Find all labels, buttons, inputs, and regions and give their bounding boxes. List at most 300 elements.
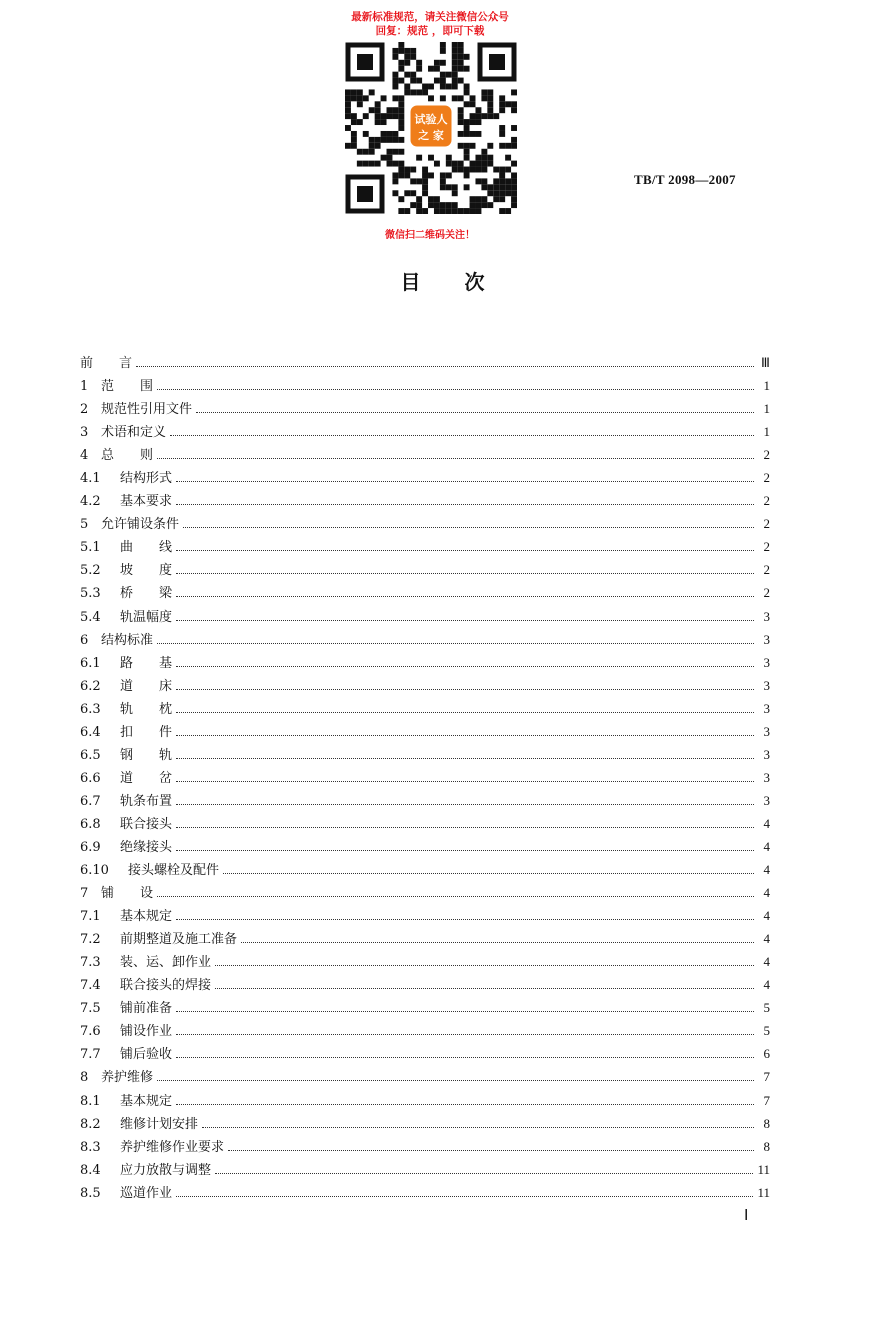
qr-module: [464, 155, 470, 161]
toc-leader-dots: [241, 942, 754, 943]
toc-entry-page: 2: [763, 516, 770, 532]
qr-module: [351, 89, 357, 95]
toc-leader-dots: [170, 435, 754, 436]
qr-module: [446, 208, 452, 214]
qr-module: [404, 48, 410, 54]
qr-module: [511, 190, 517, 196]
toc-entry-page: 6: [763, 1046, 770, 1062]
toc-entry-number: 6.4: [80, 724, 101, 740]
toc-leader-dots: [215, 1173, 753, 1174]
qr-module: [345, 113, 351, 119]
qr-module: [410, 89, 416, 95]
toc-entry-page: 5: [763, 1023, 770, 1039]
toc-entry-page: 3: [763, 677, 770, 693]
toc-entry-page: 4: [763, 908, 770, 924]
toc-entry-label: 总 则: [101, 448, 154, 464]
qr-module: [475, 155, 481, 161]
toc-entry[interactable]: [80, 443, 770, 466]
qr-module: [499, 208, 505, 214]
qr-module: [499, 190, 505, 196]
qr-module: [398, 149, 404, 155]
qr-module: [392, 95, 398, 101]
toc-leader-dots: [176, 573, 754, 574]
toc-entry[interactable]: [80, 766, 770, 789]
qr-module: [511, 161, 517, 167]
qr-module: [440, 72, 446, 78]
toc-entry-label: 基本规定: [120, 909, 173, 925]
qr-module: [475, 119, 481, 125]
toc-leader-dots: [176, 1196, 753, 1197]
qr-module: [475, 208, 481, 214]
qr-module: [458, 42, 464, 48]
qr-module: [434, 161, 440, 167]
qr-module: [416, 196, 422, 202]
qr-module: [505, 155, 511, 161]
qr-module: [398, 60, 404, 66]
qr-module: [493, 196, 499, 202]
toc-entry[interactable]: [80, 489, 770, 512]
qr-module: [505, 190, 511, 196]
toc-entry[interactable]: [80, 789, 770, 812]
qr-module: [481, 167, 487, 173]
qr-module: [398, 101, 404, 107]
toc-entry-page: 3: [763, 700, 770, 716]
toc-entry-number: 1: [80, 379, 89, 395]
qr-module: [422, 190, 428, 196]
toc-entry-page: 11: [757, 1184, 770, 1200]
toc-entry[interactable]: [80, 351, 770, 374]
qr-module: [369, 89, 375, 95]
qr-module: [404, 72, 410, 78]
qr-module: [440, 178, 446, 184]
toc-entry-label: 允许铺设条件: [101, 517, 180, 533]
qr-module: [392, 48, 398, 54]
qr-module: [416, 208, 422, 214]
qr-module: [499, 95, 505, 101]
qr-module: [392, 131, 398, 137]
toc-leader-dots: [176, 666, 754, 667]
qr-module: [481, 155, 487, 161]
qr-module: [499, 172, 505, 178]
toc-leader-dots: [176, 596, 754, 597]
qr-module: [357, 149, 363, 155]
toc-leader-dots: [176, 689, 754, 690]
qr-module: [499, 143, 505, 149]
qr-module: [452, 190, 458, 196]
toc-entry[interactable]: [80, 927, 770, 950]
qr-module: [458, 113, 464, 119]
toc-entry-number: 6.3: [80, 701, 101, 717]
qr-module: [511, 196, 517, 202]
qr-module: [481, 95, 487, 101]
qr-module: [440, 184, 446, 190]
qr-module: [470, 167, 476, 173]
toc-entry-page: 8: [763, 1115, 770, 1131]
toc-leader-dots: [176, 850, 754, 851]
qr-module: [381, 119, 387, 125]
qr-module: [387, 161, 393, 167]
toc-leader-dots: [157, 1080, 754, 1081]
page-number: Ⅰ: [744, 1208, 749, 1224]
qr-module: [416, 60, 422, 66]
toc-entry-page: 3: [763, 608, 770, 624]
toc-entry[interactable]: [80, 1181, 770, 1204]
qr-module: [464, 143, 470, 149]
toc-entry[interactable]: [80, 881, 770, 904]
qr-module: [375, 119, 381, 125]
qr-module: [464, 172, 470, 178]
qr-module: [446, 84, 452, 90]
qr-module: [458, 48, 464, 54]
qr-module: [398, 48, 404, 54]
qr-module: [434, 60, 440, 66]
qr-module: [493, 178, 499, 184]
qr-module: [499, 125, 505, 131]
qr-module: [487, 107, 493, 113]
qr-module: [369, 137, 375, 143]
toc-leader-dots: [176, 827, 754, 828]
toc-entry-number: 4.2: [80, 494, 101, 510]
toc-entry-label: 铺设作业: [120, 1024, 173, 1040]
qr-module: [381, 137, 387, 143]
qr-module: [369, 149, 375, 155]
toc-leader-dots: [176, 712, 754, 713]
toc-entry-number: 7.6: [80, 1024, 101, 1040]
qr-module: [446, 155, 452, 161]
qr-module: [398, 66, 404, 72]
toc-entry[interactable]: [80, 1135, 770, 1158]
toc-leader-dots: [176, 504, 754, 505]
toc-entry[interactable]: [80, 374, 770, 397]
qr-module: [392, 178, 398, 184]
qr-module: [440, 172, 446, 178]
promo-banner: [330, 10, 530, 38]
toc-entry[interactable]: [80, 651, 770, 674]
qr-module: [446, 184, 452, 190]
qr-module: [446, 172, 452, 178]
qr-module: [464, 66, 470, 72]
qr-module: [404, 84, 410, 90]
toc-entry-number: 6.2: [80, 678, 101, 694]
toc-entry-label: 基本规定: [120, 1093, 173, 1109]
toc-entry-page: 1: [763, 424, 770, 440]
toc-entry-number: 5: [80, 517, 89, 533]
toc-entry-number: 6.5: [80, 747, 101, 763]
qr-module: [487, 143, 493, 149]
qr-module: [398, 42, 404, 48]
qr-module: [464, 89, 470, 95]
toc-entry[interactable]: [80, 674, 770, 697]
qr-module: [464, 149, 470, 155]
qr-module: [464, 119, 470, 125]
toc-leader-dots: [176, 550, 754, 551]
qr-module: [487, 101, 493, 107]
toc-entry[interactable]: [80, 812, 770, 835]
toc-entry[interactable]: [80, 581, 770, 604]
toc-entry[interactable]: [80, 950, 770, 973]
toc-entry-label: 养护维修作业要求: [120, 1139, 225, 1155]
toc-entry[interactable]: [80, 697, 770, 720]
qr-module: [387, 137, 393, 143]
toc-leader-dots: [176, 481, 754, 482]
qr-module: [458, 54, 464, 60]
qr-module: [487, 155, 493, 161]
qr-module: [410, 48, 416, 54]
qr-module: [505, 167, 511, 173]
toc-entry-number: 4.1: [80, 471, 101, 487]
toc-leader-dots: [176, 919, 754, 920]
toc-entry-label: 装、运、卸作业: [120, 955, 212, 971]
qr-logo-text-1: 试验人: [414, 113, 448, 126]
qr-module: [375, 137, 381, 143]
qr-module: [511, 107, 517, 113]
qr-module: [410, 202, 416, 208]
toc-entry-page: 2: [763, 585, 770, 601]
toc-entry-label: 铺后验收: [120, 1047, 173, 1063]
toc-entry-number: 6.8: [80, 816, 101, 832]
qr-module: [481, 161, 487, 167]
qr-module: [416, 202, 422, 208]
toc-entry[interactable]: [80, 1089, 770, 1112]
qr-module: [363, 161, 369, 167]
qr-module: [351, 95, 357, 101]
qr-module: [470, 101, 476, 107]
qr-module: [452, 48, 458, 54]
qr-module: [458, 208, 464, 214]
qr-module: [499, 131, 505, 137]
qr-module: [434, 202, 440, 208]
toc-entry-page: 4: [763, 977, 770, 993]
qr-module: [392, 149, 398, 155]
scan-caption: 微信扫二维码关注！: [385, 230, 475, 241]
toc-entry-number: 7.5: [80, 1001, 101, 1017]
toc-entry-page: 1: [763, 401, 770, 417]
toc-entry-label: 联合接头: [120, 816, 173, 832]
qr-module: [511, 89, 517, 95]
qr-module: [499, 101, 505, 107]
document-number: TB/T 2098—2007: [634, 172, 736, 187]
qr-module: [404, 167, 410, 173]
toc-leader-dots: [176, 781, 754, 782]
qr-module: [440, 42, 446, 48]
qr-module: [511, 101, 517, 107]
qr-module: [487, 113, 493, 119]
qr-module: [392, 78, 398, 84]
toc-entry[interactable]: [80, 1158, 770, 1181]
toc-leader-dots: [196, 412, 754, 413]
toc-entry-label: 养护维修: [101, 1070, 154, 1086]
table-of-contents: [80, 351, 770, 1204]
toc-entry-number: 7.7: [80, 1047, 101, 1063]
qr-module: [398, 172, 404, 178]
toc-entry-number: 8.1: [80, 1093, 101, 1109]
toc-leader-dots: [176, 620, 754, 621]
qr-module: [464, 208, 470, 214]
qr-module: [464, 84, 470, 90]
toc-entry-label: 范 围: [101, 379, 154, 395]
qr-module: [375, 107, 381, 113]
toc-leader-dots: [176, 1011, 754, 1012]
qr-module: [458, 66, 464, 72]
toc-entry-number: 7: [80, 886, 89, 902]
toc-entry-number: 5.4: [80, 609, 101, 625]
qr-module: [505, 101, 511, 107]
toc-entry-number: 8.5: [80, 1185, 101, 1201]
toc-entry[interactable]: [80, 512, 770, 535]
qr-module: [357, 161, 363, 167]
qr-module: [416, 155, 422, 161]
qr-module: [375, 161, 381, 167]
toc-leader-dots: [136, 366, 754, 367]
toc-entry-label: 道 岔: [120, 770, 173, 786]
qr-module: [387, 113, 393, 119]
qr-logo-text-2: 之 家: [418, 129, 444, 142]
qr-module: [392, 172, 398, 178]
toc-entry[interactable]: [80, 996, 770, 1019]
qr-module: [475, 202, 481, 208]
toc-leader-dots: [157, 643, 754, 644]
toc-entry[interactable]: [80, 605, 770, 628]
toc-entry-label: 基本要求: [120, 494, 173, 510]
qr-module: [392, 84, 398, 90]
qr-module: [410, 178, 416, 184]
qr-module: [398, 137, 404, 143]
qr-module: [428, 95, 434, 101]
qr-module: [475, 131, 481, 137]
qr-module: [464, 131, 470, 137]
toc-entry-number: 6.10: [80, 863, 109, 879]
toc-entry[interactable]: [80, 1019, 770, 1042]
toc-entry-label: 术语和定义: [101, 425, 167, 441]
toc-entry[interactable]: [80, 1112, 770, 1135]
qr-module: [440, 95, 446, 101]
qr-module: [440, 78, 446, 84]
toc-entry-page: 2: [763, 470, 770, 486]
toc-entry-page: 2: [763, 447, 770, 463]
toc-entry[interactable]: [80, 720, 770, 743]
toc-entry[interactable]: [80, 397, 770, 420]
toc-entry[interactable]: [80, 466, 770, 489]
qr-module: [375, 143, 381, 149]
qr-module: [363, 131, 369, 137]
qr-module: [410, 167, 416, 173]
qr-module: [511, 178, 517, 184]
toc-entry[interactable]: [80, 904, 770, 927]
qr-module: [422, 167, 428, 173]
toc-leader-dots: [176, 1057, 754, 1058]
toc-entry-page: 3: [763, 769, 770, 785]
qr-module: [387, 149, 393, 155]
qr-module: [481, 113, 487, 119]
qr-module: [470, 95, 476, 101]
qr-module: [392, 72, 398, 78]
toc-entry-page: 11: [757, 1161, 770, 1177]
toc-entry[interactable]: [80, 535, 770, 558]
qr-module: [363, 149, 369, 155]
toc-leader-dots: [176, 1034, 754, 1035]
qr-module: [511, 125, 517, 131]
toc-entry-number: 4: [80, 448, 89, 464]
promo-line-1: 最新标准规范，请关注微信公众号: [351, 11, 509, 23]
qr-module: [416, 78, 422, 84]
qr-module: [392, 107, 398, 113]
qr-module: [487, 184, 493, 190]
toc-entry[interactable]: [80, 973, 770, 996]
qr-module: [357, 101, 363, 107]
qr-module: [351, 143, 357, 149]
toc-entry-label: 联合接头的焊接: [120, 978, 212, 994]
toc-entry[interactable]: [80, 835, 770, 858]
qr-module: [422, 184, 428, 190]
toc-entry[interactable]: [80, 1065, 770, 1088]
qr-module: [452, 42, 458, 48]
toc-entry[interactable]: [80, 858, 770, 881]
toc-entry[interactable]: [80, 1042, 770, 1065]
qr-module: [363, 95, 369, 101]
qr-module: [392, 190, 398, 196]
toc-entry[interactable]: [80, 420, 770, 443]
qr-module: [452, 66, 458, 72]
qr-module: [392, 113, 398, 119]
qr-module: [363, 113, 369, 119]
qr-module: [475, 113, 481, 119]
toc-entry-number: 8: [80, 1070, 89, 1086]
qr-code[interactable]: [345, 42, 517, 214]
toc-entry-page: 7: [763, 1092, 770, 1108]
qr-module: [475, 107, 481, 113]
promo-line-2: 回复：规范 ，即可下载: [375, 25, 485, 37]
toc-entry-label: 结构标准: [101, 632, 154, 648]
qr-module: [375, 101, 381, 107]
qr-module: [458, 107, 464, 113]
qr-module: [381, 113, 387, 119]
toc-entry-page: Ⅲ: [761, 355, 770, 370]
toc-entry-label: 坡 度: [120, 563, 173, 579]
qr-module: [464, 167, 470, 173]
qr-module: [487, 89, 493, 95]
toc-entry-page: 2: [763, 493, 770, 509]
toc-entry-label: 前 言: [80, 356, 133, 371]
toc-entry-page: 1: [763, 378, 770, 394]
qr-module: [398, 196, 404, 202]
toc-entry[interactable]: [80, 558, 770, 581]
qr-module: [345, 125, 351, 131]
qr-module: [410, 78, 416, 84]
toc-leader-dots: [157, 389, 754, 390]
qr-module: [351, 113, 357, 119]
toc-entry-number: 7.4: [80, 978, 101, 994]
toc-entry-page: 2: [763, 539, 770, 555]
qr-module: [422, 208, 428, 214]
qr-module: [493, 167, 499, 173]
qr-module: [470, 143, 476, 149]
toc-leader-dots: [223, 873, 754, 874]
toc-leader-dots: [176, 1104, 754, 1105]
qr-module: [499, 178, 505, 184]
qr-module: [404, 89, 410, 95]
toc-entry-label: 钢 轨: [120, 747, 173, 763]
toc-entry-number: 6.1: [80, 655, 101, 671]
qr-module: [398, 167, 404, 173]
qr-module: [434, 78, 440, 84]
toc-entry-number: 6.6: [80, 770, 101, 786]
qr-module: [470, 119, 476, 125]
toc-entry[interactable]: [80, 743, 770, 766]
qr-module: [505, 178, 511, 184]
qr-module: [410, 54, 416, 60]
toc-entry[interactable]: [80, 628, 770, 651]
qr-module: [392, 161, 398, 167]
